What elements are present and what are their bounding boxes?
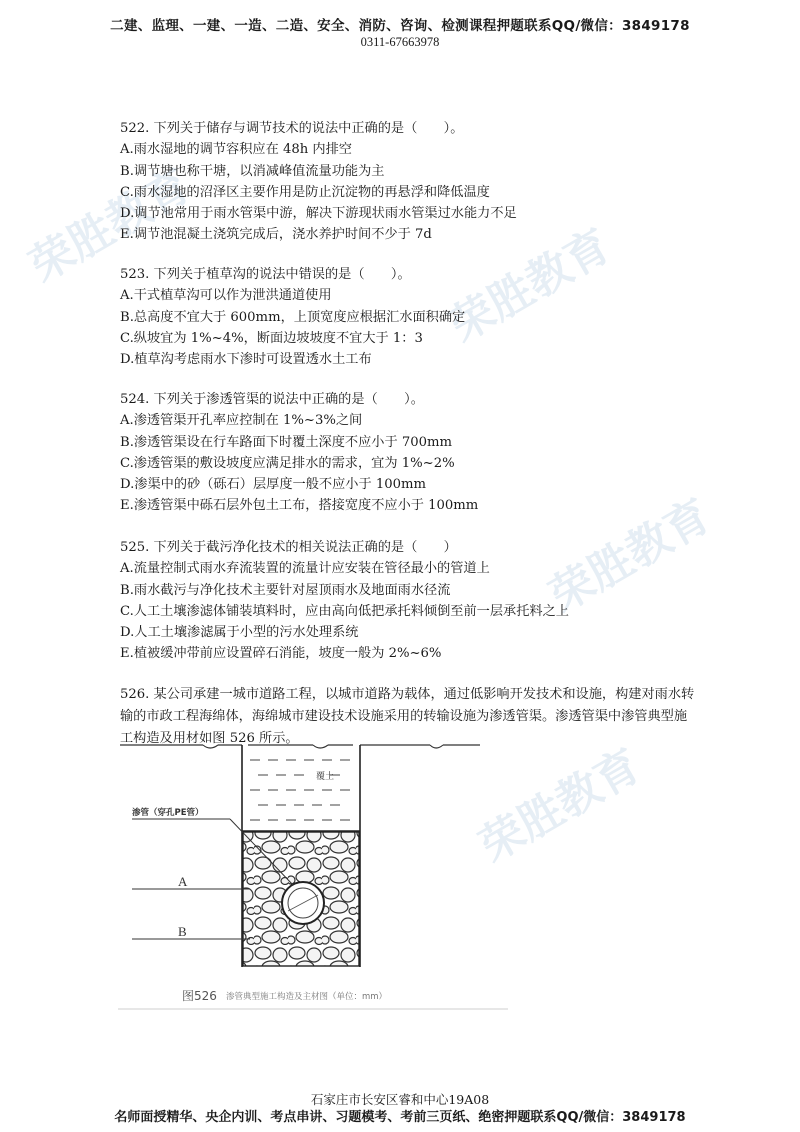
option-c: C.纵坡宜为 1%~4%，断面边坡坡度不宜大于 1：3 bbox=[120, 330, 423, 346]
option-a: A.流量控制式雨水弃流装置的流量计应安装在管径最小的管道上 bbox=[120, 561, 490, 577]
footer-promo: 名师面授精华、央企内训、考点串讲、习题模考、考前三页纸、绝密押题联系QQ/微信：3849178 bbox=[114, 1110, 686, 1125]
question-522 bbox=[120, 118, 700, 246]
question-525 bbox=[120, 537, 700, 665]
option-e: E.渗透管渠中砾石层外包土工布，搭接宽度不应小于 100mm bbox=[120, 498, 479, 514]
watermark-4: 荣胜教育 bbox=[21, 159, 200, 292]
question-stem: 525. 下列关于截污净化技术的相关说法正确的是（ ） bbox=[120, 540, 457, 555]
question-stem: 524. 下列关于渗透管渠的说法中正确的是（ ）。 bbox=[120, 392, 424, 407]
figure-number: 图526 bbox=[182, 989, 217, 1003]
layer-a-label: A bbox=[178, 874, 188, 889]
option-e: E.植被缓冲带前应设置碎石消能，坡度一般为 2%~6% bbox=[120, 646, 442, 662]
cover-soil-label: 覆土 bbox=[316, 772, 335, 782]
option-a: A.雨水湿地的调节容积应在 48h 内排空 bbox=[120, 142, 352, 158]
option-c: C.人工土壤渗滤体铺装填料时，应由高向低把承托料倾倒至前一层承托料之上 bbox=[120, 603, 569, 619]
option-d: D.植草沟考虑雨水下渗时可设置透水土工布 bbox=[120, 352, 372, 368]
question-524 bbox=[120, 389, 700, 517]
question-stem: 522. 下列关于储存与调节技术的说法中正确的是（ ）。 bbox=[120, 121, 464, 136]
option-b: B.雨水截污与净化技术主要针对屋顶雨水及地面雨水径流 bbox=[120, 582, 451, 598]
case-stem: 526. 某公司承建一城市道路工程，以城市道路为载体，通过低影响开发技术和设施，构建对雨水转输的市政工程海绵体，海绵城市建设技术设施采用的转输设施为渗透管渠。渗透管渠中渗管典型施工构造及用材如图 526 所示。 bbox=[120, 687, 695, 746]
pipe-label: 渗管（穿孔PE管） bbox=[132, 808, 204, 818]
question-523 bbox=[120, 264, 700, 370]
question-stem: 523. 下列关于植草沟的说法中错误的是（ ）。 bbox=[120, 267, 411, 282]
trench-diagram bbox=[118, 735, 508, 1010]
header-phone: 0311-67663978 bbox=[360, 35, 440, 49]
figure-caption: 渗管典型施工构造及主材图（单位：mm） bbox=[226, 992, 388, 1002]
option-b: B.渗透管渠设在行车路面下时覆土深度不应小于 700mm bbox=[120, 434, 453, 450]
watermark-2: 荣胜教育 bbox=[541, 489, 720, 622]
option-d: D.调节池常用于雨水管渠中游，解决下游现状雨水管渠过水能力不足 bbox=[120, 206, 517, 222]
option-c: C.渗透管渠的敷设坡度应满足排水的需求，宜为 1%~2% bbox=[120, 455, 455, 471]
option-d: D.渗渠中的砂（砾石）层厚度一般不应小于 100mm bbox=[120, 477, 427, 493]
header-contact: 二建、监理、一建、一造、二造、安全、消防、咨询、检测课程押题联系QQ/微信：3849178 bbox=[110, 18, 690, 34]
option-d: D.人工土壤渗滤属于小型的污水处理系统 bbox=[120, 625, 359, 641]
option-a: A.干式植草沟可以作为泄洪通道使用 bbox=[120, 288, 332, 304]
option-e: E.调节池混凝土浇筑完成后，浇水养护时间不少于 7d bbox=[120, 227, 432, 243]
layer-b-label: B bbox=[178, 924, 187, 939]
option-b: B.总高度不宜大于 600mm，上顶宽度应根据汇水面积确定 bbox=[120, 309, 466, 325]
figure-526 bbox=[118, 735, 508, 1010]
option-b: B.调节塘也称干塘，以消减峰值流量功能为主 bbox=[120, 163, 385, 179]
option-a: A.渗透管渠开孔率应控制在 1%~3%之间 bbox=[120, 413, 363, 429]
option-c: C.雨水湿地的沼泽区主要作用是防止沉淀物的再悬浮和降低温度 bbox=[120, 184, 490, 200]
footer-address: 石家庄市长安区睿和中心19A08 bbox=[310, 1092, 490, 1107]
watermark-1: 荣胜教育 bbox=[441, 219, 620, 352]
watermark-3: 荣胜教育 bbox=[471, 739, 650, 872]
